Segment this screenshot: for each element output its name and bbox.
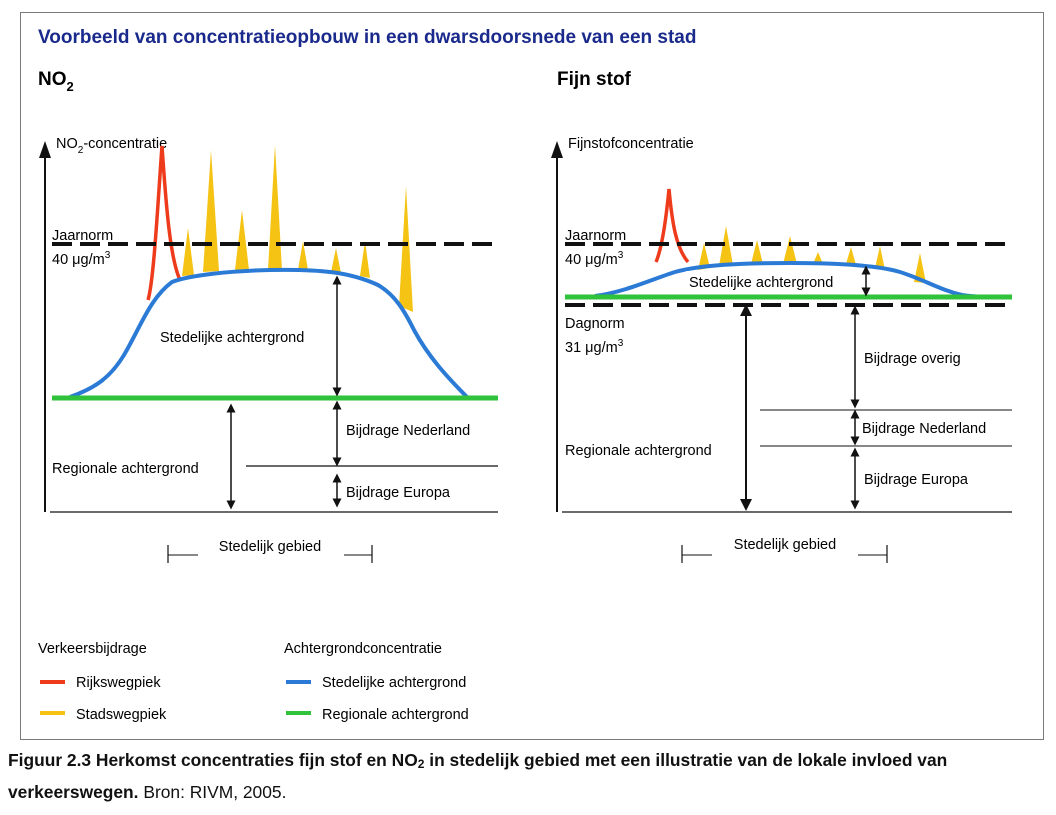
fijnstof-y-axis-arrowhead [551,141,563,158]
fijnstof-dagnorm-value: 31 $\mu g/m^3$ [565,338,624,356]
stadsweg-peak [203,150,219,272]
no2-europa-label: Bijdrage Europa [346,485,450,501]
figure-title: Voorbeeld van concentratieopbouw in een dwarsdoorsnede van een stad [38,27,697,48]
no2-regionale-label: Regionale achtergrond [52,461,199,477]
fijnstof-rijksweg-peak [656,189,688,262]
no2-heading: $NO_2$ [38,69,74,94]
fijnstof-regionale-label: Regionale achtergrond [565,443,712,459]
caption-source: Bron: RIVM, 2005. [138,782,287,802]
legend-item-regionaal: Regionale achtergrond [322,707,469,723]
caption-bold-part1: Figuur 2.3 Herkomst concentraties fijn stof en NO [8,750,418,770]
no2-y-axis-arrowhead [39,141,51,158]
fijnstof-jaarnorm-label: Jaarnorm [565,228,627,244]
stadsweg-peak [360,241,370,278]
stadsweg-peak [268,145,282,270]
stadsweg-peak [235,210,249,270]
legend-group-achtergrond-title: Achtergrondconcentratie [284,641,442,657]
legend-item-stedelijk: Stedelijke achtergrond [322,675,467,691]
fijnstof-europa-label: Bijdrage Europa [864,472,968,488]
no2-jaarnorm-value: 40 $\mu g/m^3$ [52,250,111,268]
no2-stedelijke-label: Stedelijke achtergrond [160,330,305,346]
fijnstof-overig-label: Bijdrage overig [864,351,961,367]
legend-group-verkeer-title: Verkeersbijdrage [38,641,147,657]
caption-bold-part2: in stedelijk gebied met een illustratie van de lokale invloed van verkeerswegen. [8,750,948,802]
legend [38,641,469,723]
no2-y-label: $NO_2$-concentratie [56,136,168,156]
stadsweg-peak [331,248,341,273]
fijnstof-heading: Fijn stof [557,69,631,90]
no2-gebied-label: Stedelijk gebied [218,539,322,555]
no2-nederland-label: Bijdrage Nederland [346,423,471,439]
no2-panel [38,69,498,563]
fijnstof-nederland-label: Bijdrage Nederland [862,421,987,437]
no2-jaarnorm-label: Jaarnorm [52,228,114,244]
legend-item-rijksweg: Rijkswegpiek [76,675,161,691]
stadsweg-peak [182,228,194,276]
figure-caption [8,746,1052,806]
no2-rijksweg-peak [148,146,180,300]
legend-item-stadsweg: Stadswegpiek [76,707,167,723]
stadsweg-peak [399,186,413,312]
fijnstof-stedelijke-label: Stedelijke achtergrond [689,275,834,291]
stadsweg-peak [846,247,856,265]
caption-bold-subscript: 2 [417,757,425,771]
fijnstof-panel [551,69,1012,563]
fijnstof-dagnorm-label: Dagnorm [565,316,625,332]
fijnstof-jaarnorm-value: 40 $\mu g/m^3$ [565,250,624,268]
fijnstof-gebied-label: Stedelijk gebied [733,537,837,553]
stadsweg-peak [783,236,797,264]
fijnstof-y-label: Fijnstofconcentratie [568,136,694,152]
